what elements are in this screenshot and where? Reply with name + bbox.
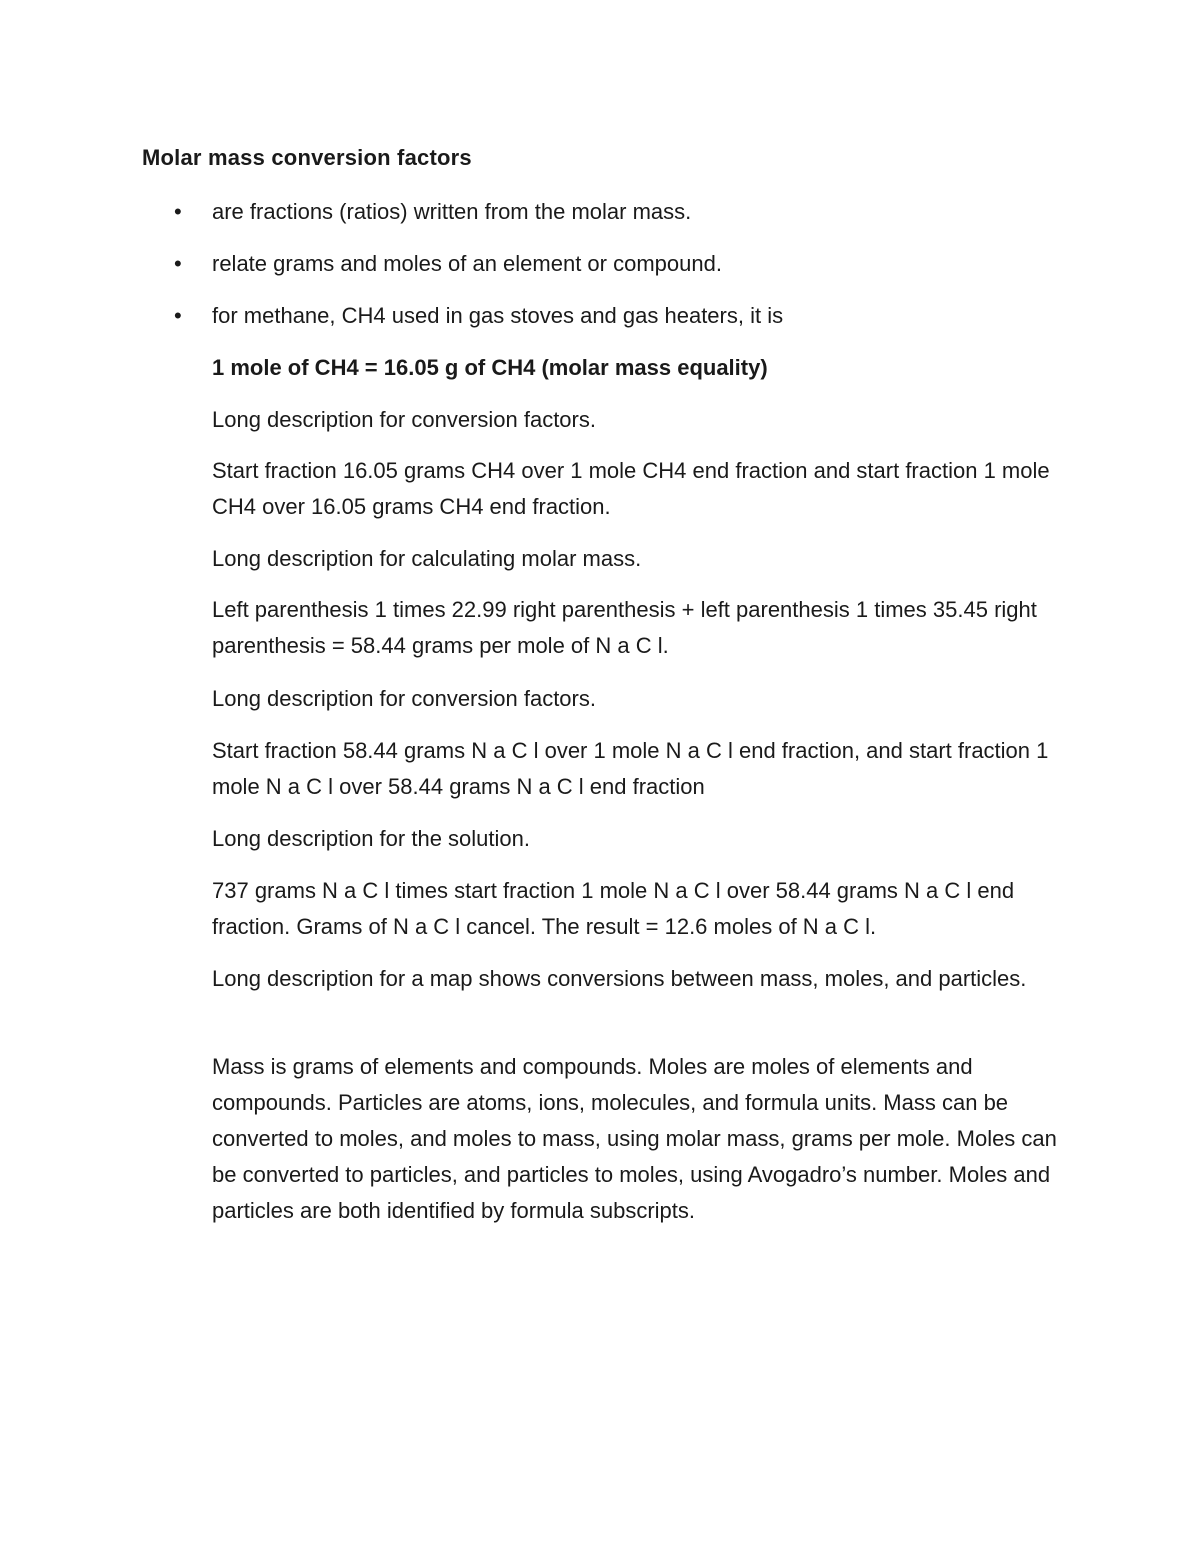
paragraph: Long description for calculating molar mass. (212, 546, 642, 571)
paragraph: Long description for conversion factors. (212, 686, 596, 711)
bullet-marker: • (174, 199, 182, 224)
page-title: Molar mass conversion factors (142, 145, 472, 170)
paragraph: Start fraction 58.44 grams N a C l over 1 mole N a C l end fraction, and start fraction 1 mole N a C l over 58.44 grams N a C l end fraction (212, 738, 1049, 799)
paragraph: Mass is grams of elements and compounds. Moles are moles of elements and compounds. Particles are atoms, ions, molecules, and formula units. Mass can be converted to moles, and moles to mass, using molar mass, grams per mole. Moles can be converted to particles, and particles to moles, using Avogadro’s number. Moles and particles are both identified by formula subscripts. (212, 1054, 1057, 1223)
list-item-text: are fractions (ratios) written from the molar mass. (212, 199, 692, 224)
molar-mass-equality: 1 mole of CH4 = 16.05 g of CH4 (molar mass equality) (212, 355, 768, 380)
paragraph: Left parenthesis 1 times 22.99 right parenthesis + left parenthesis 1 times 35.45 right parenthesis = 58.44 grams per mole of N a C l. (212, 597, 1037, 658)
bullet-marker: • (174, 303, 182, 328)
paragraph: Long description for conversion factors. (212, 407, 596, 432)
bullet-marker: • (174, 251, 182, 276)
list-item-text: for methane, CH4 used in gas stoves and gas heaters, it is (212, 303, 784, 328)
paragraph: 737 grams N a C l times start fraction 1 mole N a C l over 58.44 grams N a C l end fraction. Grams of N a C l cancel. The result = 12.6 moles of N a C l. (212, 878, 1015, 939)
paragraph: Long description for a map shows conversions between mass, moles, and particles. (212, 966, 1027, 991)
paragraph: Long description for the solution. (212, 826, 530, 851)
paragraph: Start fraction 16.05 grams CH4 over 1 mole CH4 end fraction and start fraction 1 mole CH4 over 16.05 grams CH4 end fraction. (212, 458, 1050, 519)
list-item-text: relate grams and moles of an element or compound. (212, 251, 722, 276)
